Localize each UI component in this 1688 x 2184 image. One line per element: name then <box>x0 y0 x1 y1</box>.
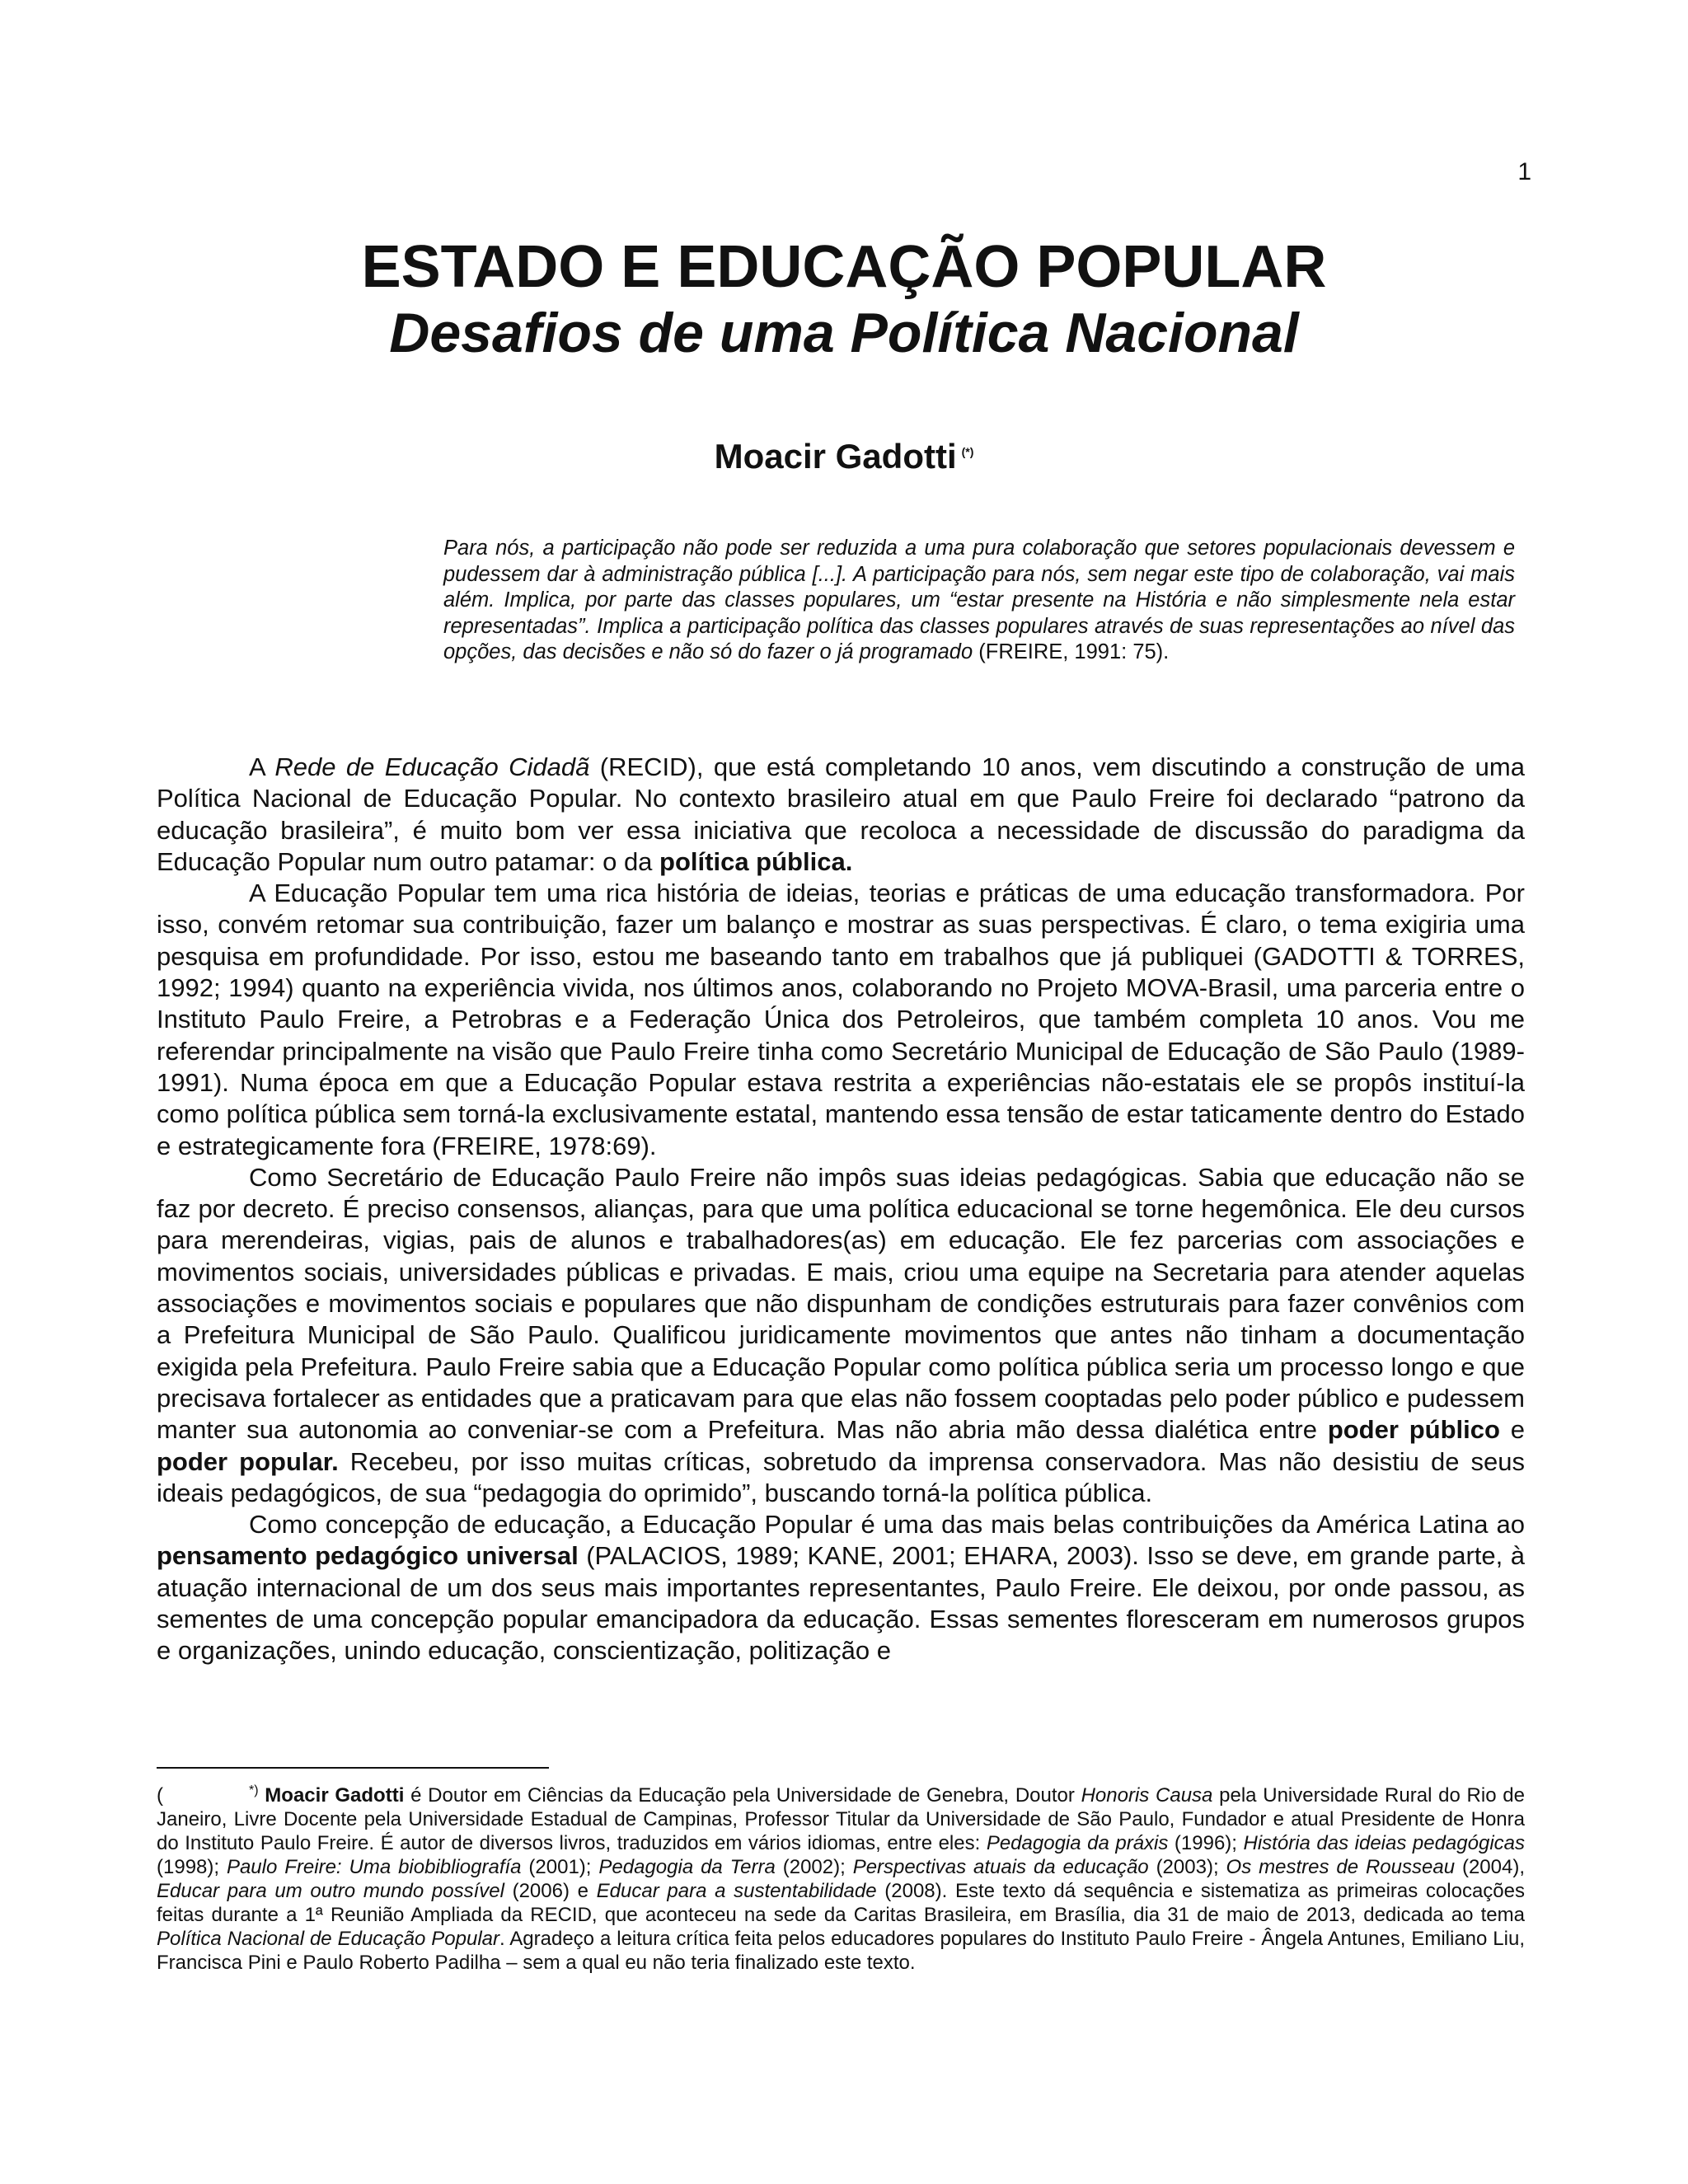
book-title: Educar para um outro mundo possível <box>157 1880 504 1902</box>
text-run: . Agradeço a leitura crítica feita pelos educadores populares do Instituto Paulo Freire - Ângela Antunes, Emiliano Liu, Francisca Pini e Paulo Roberto Padilha – sem a qual eu não teria finalizado este texto. <box>157 1928 1525 1974</box>
epigraph <box>443 536 1515 666</box>
footnote-author: Moacir Gadotti <box>265 1784 405 1807</box>
book-title: Pedagogia da práxis <box>986 1832 1169 1854</box>
text-run: (2004), <box>1455 1856 1525 1878</box>
text-run: (PALACIOS, 1989; KANE, 2001; EHARA, 2003). Isso se deve, em grande parte, à atuação internacional de um dos seus mais importantes representantes, Paulo Freire. Ele deixou, por onde passou, as sementes de uma concepção popular emancipadora da educação. Essas sementes floresceram em numerosos grupos e organizações, unindo educação, conscientização, politização e <box>157 1541 1525 1666</box>
text-run: é Doutor em Ciências da Educação pela Universidade de Genebra, Doutor <box>404 1784 1081 1807</box>
paragraph-3 <box>157 1162 1525 1509</box>
footnote <box>157 1779 1525 1975</box>
text-run: Como Secretário de Educação Paulo Freire não impôs suas ideias pedagógicas. Sabia que educação não se faz por decreto. É preciso consensos, alianças, para que uma política educacional se torne hegemônica. Ele deu cursos para merendeiras, vigias, pais de alunos e trabalhadores(as) em educação. Ele fez parcerias com associações e movimentos sociais, universidades públicas e privadas. E mais, criou uma equipe na Secretaria para atender aquelas associações e movimentos sociais e populares que não dispunham de condições estruturais para fazer convênios com a Prefeitura Municipal de São Paulo. Qualificou juridicamente movimentos que antes não tinham a documentação exigida pela Prefeitura. Paulo Freire sabia que a Educação Popular como política pública seria um processo longo e que precisava fortalecer as entidades que a praticavam para que elas não fossem cooptadas pelo poder público e pudessem manter sua autonomia ao conveniar-se com a Prefeitura. Mas não abria mão dessa dialética entre <box>157 1162 1525 1445</box>
text-run: (1996); <box>1168 1832 1244 1854</box>
text-run: (2006) e <box>504 1880 597 1902</box>
text-run-italic: Rede de Educação Cidadã <box>274 752 590 781</box>
page-number: 1 <box>1517 158 1531 185</box>
text-run: (2003); <box>1148 1856 1226 1878</box>
book-title: Educar para a sustentabilidade <box>596 1880 877 1902</box>
text-run: A <box>249 752 275 781</box>
book-title: História das ideias pedagógicas <box>1243 1832 1525 1854</box>
footnote-mark: *) <box>249 1783 259 1797</box>
author-line <box>0 429 1688 480</box>
book-title: Pedagogia da Terra <box>598 1856 776 1878</box>
paragraph-1 <box>157 752 1525 878</box>
text-run-bold: pensamento pedagógico universal <box>157 1541 579 1571</box>
author-footnote-mark[interactable]: (*) <box>961 445 974 458</box>
text-run: Recebeu, por isso muitas críticas, sobretudo da imprensa conservadora. Mas não desistiu de seus ideais pedagógicos, de sua “pedagogia do oprimido”, buscando torná-la política pública. <box>157 1446 1525 1507</box>
footnote-open-paren: ( <box>157 1784 163 1807</box>
book-title: Os mestres de Rousseau <box>1226 1856 1456 1878</box>
text-run-bold: política pública. <box>659 846 853 876</box>
text-run: Como concepção de educação, a Educação Popular é uma das mais belas contribuições da América Latina ao <box>249 1510 1525 1540</box>
text-run: pela Universidade Rural do Rio de Janeiro, Livre Docente pela Universidade Estadual de Campinas, Professor Titular da Universidade de São Paulo, Fundador e atual Presidente de Honra do Instituto Paulo Freire. É autor de diversos livros, traduzidos em vários idiomas, entre eles: <box>157 1784 1525 1854</box>
text-run-italic: Política Nacional de Educação Popular <box>157 1928 500 1950</box>
epigraph-quote: Para nós, a participação não pode ser reduzida a uma pura colaboração que setores populacionais devessem e pudessem dar à administração pública [...]. A participação para nós, sem negar este tipo de colaboração, vai mais além. Implica, por parte das classes populares, um “estar presente na História e não simplesmente nela estar representadas”. Implica a participação política das classes populares através de suas representações ao nível das opções, das decisões e não só do fazer o já programado <box>443 537 1515 663</box>
text-run-bold: poder popular. <box>157 1446 339 1476</box>
document-title: ESTADO E EDUCAÇÃO POPULAR <box>361 234 1327 300</box>
body-text <box>157 752 1525 1667</box>
book-title: Paulo Freire: Uma biobibliografía <box>226 1856 522 1878</box>
paragraph-2: A Educação Popular tem uma rica história de ideias, teorias e práticas de uma educação transformadora. Por isso, convém retomar sua contribuição, fazer um balanço e mostrar as suas perspectivas. É claro, o tema exigiria uma pesquisa em profundidade. Por isso, estou me baseando tanto em trabalhos que já publiquei (GADOTTI & TORRES, 1992; 1994) quanto na experiência vivida, nos últimos anos, colaborando no Projeto MOVA-Brasil, uma parceria entre o Instituto Paulo Freire, a Petrobras e a Federação Única dos Petroleiros, que também completa 10 anos. Vou me referendar principalmente na visão que Paulo Freire tinha como Secretário Municipal de Educação de São Paulo (1989-1991). Numa época em que a Educação Popular estava restrita a experiências não-estatais ele se propôs instituí-la como política pública sem torná-la exclusivamente estatal, mantendo essa tensão de estar taticamente dentro do Estado e estrategicamente fora (FREIRE, 1978:69). <box>157 879 1525 1160</box>
text-run: (1998); <box>157 1856 227 1878</box>
footnote-separator <box>157 1767 549 1769</box>
text-run-italic: Honoris Causa <box>1081 1784 1213 1807</box>
text-run: (2008). Este texto dá sequência e sistematiza as primeiras colocações feitas durante a 1ª Reunião Ampliada da RECID, que aconteceu na sede da Caritas Brasileira, em Brasília, dia 31 de maio de 2013, dedicada ao tema <box>157 1880 1526 1926</box>
text-run: (2002); <box>775 1856 853 1878</box>
document-subtitle: Desafios de uma Política Nacional <box>389 302 1299 364</box>
paragraph-4 <box>157 1509 1525 1666</box>
epigraph-citation: (FREIRE, 1991: 75). <box>973 640 1170 663</box>
book-title: Perspectivas atuais da educação <box>852 1856 1149 1878</box>
text-run: (2001); <box>521 1856 599 1878</box>
text-run: (RECID), que está completando 10 anos, vem discutindo a construção de uma Política Nacional de Educação Popular. No contexto brasileiro atual em que Paulo Freire foi declarado “patrono da educação brasileira”, é muito bom ver essa iniciativa que recoloca a necessidade de discussão do paradigma da Educação Popular num outro patamar: o da <box>157 752 1525 876</box>
text-run: e <box>1499 1415 1526 1445</box>
text-run-bold: poder público <box>1327 1415 1500 1445</box>
author-name: Moacir Gadotti <box>714 437 957 476</box>
